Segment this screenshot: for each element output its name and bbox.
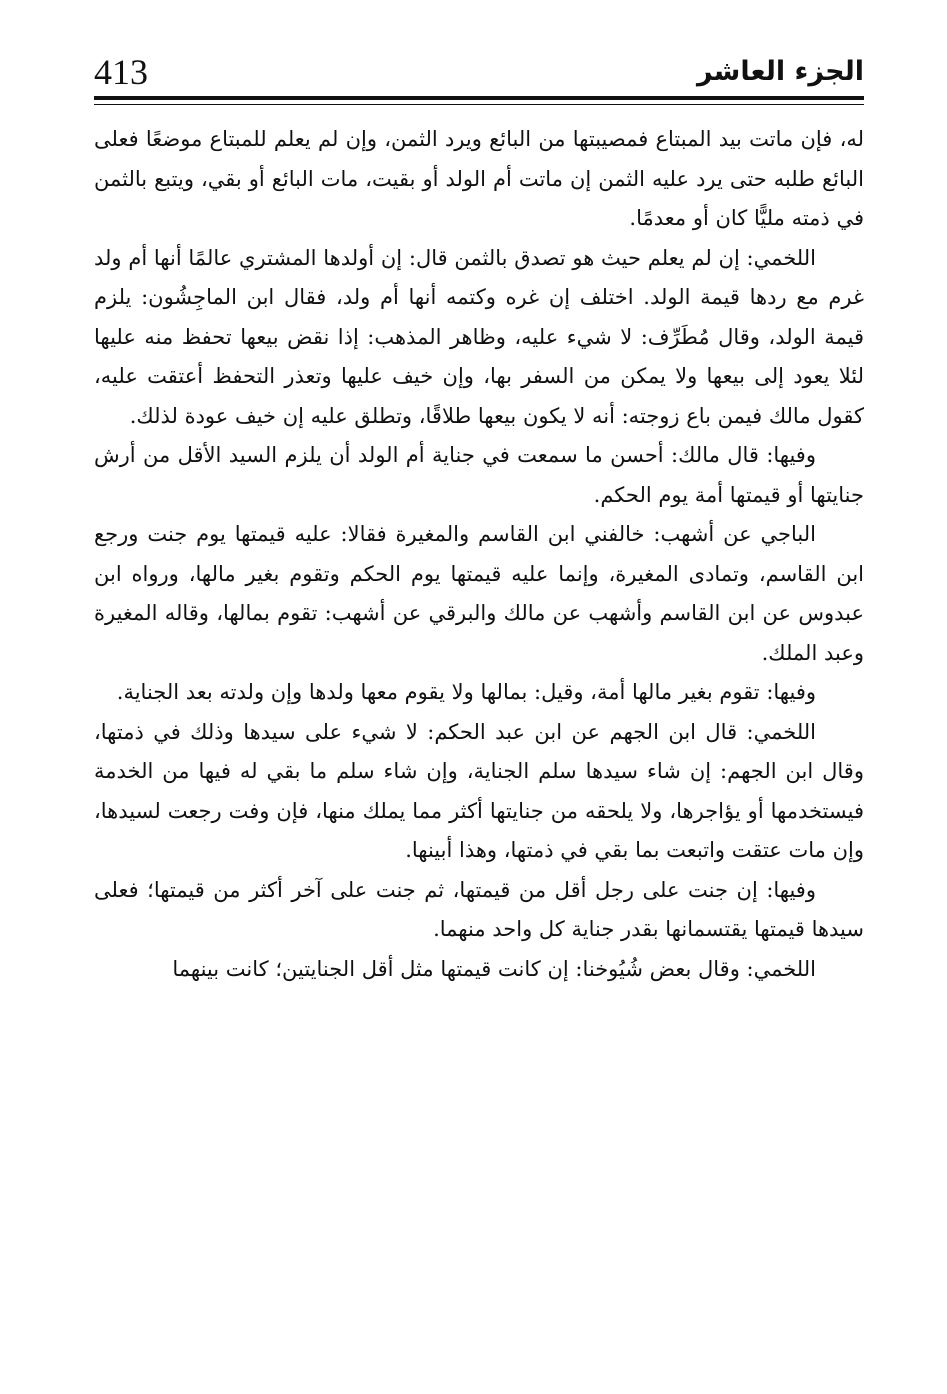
- paragraph: وفيها: إن جنت على رجل أقل من قيمتها، ثم جنت على آخر أكثر من قيمتها؛ فعلى سيدها قيمتها يقتسمانها بقدر جناية كل واحد منهما.: [94, 877, 864, 941]
- paragraph: وفيها: تقوم بغير مالها أمة، وقيل: بمالها ولا يقوم معها ولدها وإن ولدته بعد الجناية.: [116, 680, 816, 704]
- running-title: الجزء العاشر: [697, 56, 864, 87]
- paragraph: اللخمي: إن لم يعلم حيث هو تصدق بالثمن قال: إن أولدها المشتري عالمًا أنها أم ولد غرم مع ردها قيمة الولد. اختلف إن غره وكتمه أنها أم ولد، فقال ابن الماجِشُون: يلزم قيمة الولد، وقال مُطَرِّف: لا شيء عليه، وظاهر المذهب: إذا نقض بيعها تحفظ منه عليها لئلا يعود إلى بيعها ولا يمكن من السفر بها، وإن خيف عليها وتعذر التحفظ أعتقت عليه، كقول مالك فيمن باع زوجته: أنه لا يكون بيعها طلاقًا، وتطلق عليه إن خيف عودة لذلك.: [94, 245, 864, 428]
- paragraph: اللخمي: وقال بعض شُيُوخنا: إن كانت قيمتها مثل أقل الجنايتين؛ كانت بينهما: [172, 956, 816, 981]
- body-text: [94, 120, 864, 989]
- paragraph: وفيها: قال مالك: أحسن ما سمعت في جناية أم الولد أن يلزم السيد الأقل من أرش جنايتها أو قيمتها أمة يوم الحكم.: [94, 443, 864, 507]
- page-number: 413: [94, 52, 148, 92]
- header-rule-thin: [94, 104, 864, 105]
- paragraph: له، فإن ماتت بيد المبتاع فمصيبتها من البائع ويرد الثمن، وإن لم يعلم للمبتاع موضعًا فعلى البائع طلبه حتى يرد عليه الثمن إن ماتت أم الولد أو بقيت، مات البائع أو بقي، ويتبع بالثمن في ذمته مليًّا كان أو معدمًا.: [94, 127, 864, 230]
- paragraph: الباجي عن أشهب: خالفني ابن القاسم والمغيرة فقالا: عليه قيمتها يوم جنت ورجع ابن القاسم، وتمادى المغيرة، وإنما عليه قيمتها يوم الحكم وتقوم بغير مالها، ورواه ابن عبدوس عن ابن القاسم وأشهب عن مالك والبرقي عن أشهب: تقوم بمالها، وقاله المغيرة وعبد الملك.: [94, 522, 864, 665]
- paragraph: اللخمي: قال ابن الجهم عن ابن عبد الحكم: لا شيء على سيدها وذلك في ذمتها، وقال ابن الجهم: إن شاء سيدها سلم الجناية، وإن شاء سلم ما بقي له فيها من الخدمة فيستخدمها أو يؤاجرها، ولا يلحقه من جنايتها أكثر مما يملك منها، فإن وفت رجعت لسيدها، وإن مات عتقت واتبعت بما بقي في ذمتها، وهذا أبينها.: [94, 719, 864, 862]
- page-header: [94, 48, 864, 98]
- header-rule-thick: [94, 96, 864, 100]
